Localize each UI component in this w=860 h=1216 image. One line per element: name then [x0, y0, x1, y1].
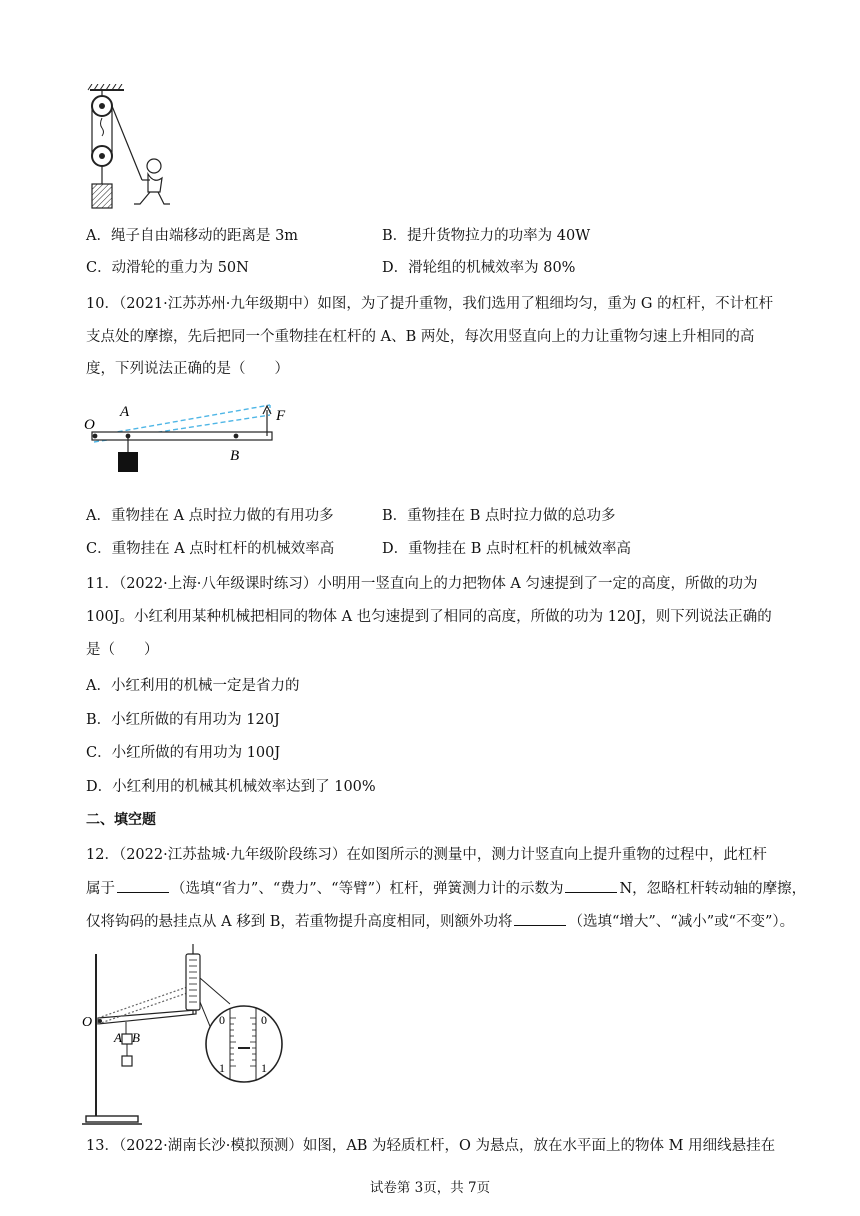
q11-stem-line3: 是（ ） [86, 642, 159, 658]
scale-tick-0-left: 0 [219, 1013, 225, 1027]
q10-stem-line3: 度，下列说法正确的是（ ） [86, 361, 289, 377]
q11-stem-line2: 100J。小红利用某种机械把相同的物体 A 也匀速提到了相同的高度，所做的功为 120J，则下列说法正确的 [86, 609, 772, 625]
q11-option-a[interactable]: A．小红利用的机械一定是省力的 [86, 678, 300, 694]
spring-scale-figure [80, 944, 290, 1128]
q11-stem-line1: 11．（2022·上海·八年级课时练习）小明用一竖直向上的力把物体 A 匀速提到了一定的高度，所做的功为 [86, 576, 758, 592]
q12-stem-line3 [86, 911, 794, 932]
q12-blank-1[interactable] [117, 878, 169, 893]
q12-blank-3[interactable] [514, 911, 566, 926]
q12-text-2a: 属于 [86, 881, 115, 897]
lever-label-o: O [84, 417, 95, 433]
q11-option-d[interactable]: D．小红利用的机械其机械效率达到了 100% [86, 779, 376, 795]
q12-text-3a: 仅将钩码的悬挂点从 A 移到 B，若重物提升高度相同，则额外功将 [86, 914, 513, 930]
lever-label-f: F [276, 408, 286, 424]
scale-tick-0-right: 0 [261, 1013, 267, 1027]
q9-option-b[interactable]: B．提升货物拉力的功率为 40W [382, 228, 591, 244]
scale-label-a: A [114, 1030, 122, 1045]
q13-stem-line1: 13．（2022·湖南长沙·模拟预测）如图，AB 为轻质杠杆，O 为悬点，放在水平面上的物体 M 用细线悬挂在 [86, 1138, 776, 1154]
scale-label-b: B [132, 1030, 140, 1045]
q10-option-b[interactable]: B．重物挂在 B 点时拉力做的总功多 [382, 508, 616, 524]
q9-option-a[interactable]: A．绳子自由端移动的距离是 3m [86, 228, 299, 244]
q11-option-c[interactable]: C．小红所做的有用功为 100J [86, 745, 281, 761]
q11-option-b[interactable]: B．小红所做的有用功为 120J [86, 712, 280, 728]
scale-tick-1-right: 1 [261, 1061, 267, 1075]
q12-stem-line2 [86, 878, 806, 899]
q10-stem-line1: 10．（2021·江苏苏州·九年级期中）如图，为了提升重物，我们选用了粗细均匀，重为 G 的杠杆，不计杠杆 [86, 296, 774, 312]
pulley-figure [84, 84, 174, 216]
q12-text-2c: N，忽略杠杆转动轴的摩擦， [619, 881, 807, 897]
q9-option-c[interactable]: C．动滑轮的重力为 50N [86, 260, 249, 276]
lever-figure [84, 396, 294, 490]
q12-text-2b: （选填“省力”、“费力”、“等臂”）杠杆，弹簧测力计的示数为 [171, 881, 564, 897]
lever-label-a: A [120, 404, 130, 420]
scale-label-o: O [82, 1015, 93, 1030]
page-footer: 试卷第 3页，共 7页 [369, 1180, 491, 1196]
q10-option-d[interactable]: D．重物挂在 B 点时杠杆的机械效率高 [382, 541, 631, 557]
q10-option-c[interactable]: C．重物挂在 A 点时杠杆的机械效率高 [86, 541, 335, 557]
q12-blank-2[interactable] [565, 878, 617, 893]
q12-stem-line1: 12．（2022·江苏盐城·九年级阶段练习）在如图所示的测量中，测力计竖直向上提升重物的过程中，此杠杆 [86, 847, 767, 863]
q10-option-a[interactable]: A．重物挂在 A 点时拉力做的有用功多 [86, 508, 334, 524]
scale-tick-1-left: 1 [219, 1061, 225, 1075]
q12-text-3b: （选填“增大”、“减小”或“不变”）。 [568, 914, 795, 930]
q9-option-d[interactable]: D．滑轮组的机械效率为 80% [382, 260, 576, 276]
q10-stem-line2: 支点处的摩擦，先后把同一个重物挂在杠杆的 A、B 两处，每次用竖直向上的力让重物匀速上升相同的高 [86, 329, 755, 345]
lever-label-b: B [230, 448, 240, 464]
section-heading-fill-in: 二、填空题 [86, 812, 156, 828]
